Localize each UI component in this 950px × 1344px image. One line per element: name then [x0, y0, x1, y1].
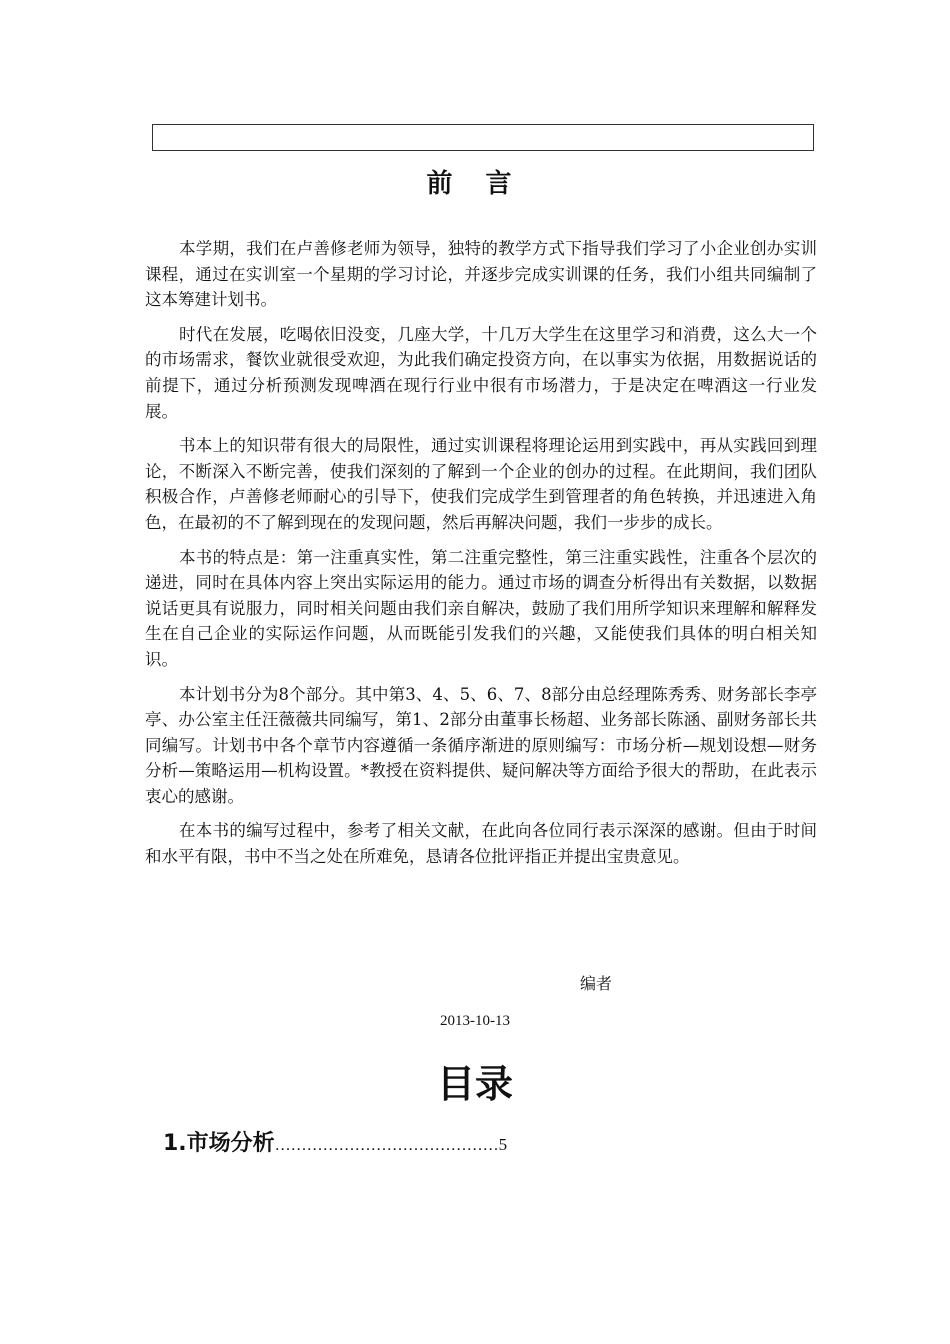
- preface-author: 编者: [580, 974, 613, 993]
- header-box: [152, 124, 814, 151]
- preface-paragraph: 本书的特点是：第一注重真实性，第二注重完整性，第三注重实践性，注重各个层次的递进，同时在具体内容上突出实际运用的能力。通过市场的调查分析得出有关数据，以数据说话更具有说服力，同时相关问题由我们亲自解决，鼓励了我们用所学知识来理解和解释发生在自己企业的实际运作问题，从而既能引发我们的兴趣，又能使我们具体的明白相关知识。: [145, 547, 817, 669]
- toc-title: 目录: [436, 1061, 513, 1106]
- preface-paragraph: 时代在发展，吃喝依旧没变，几座大学，十几万大学生在这里学习和消费，这么大一个的市场需求，餐饮业就很受欢迎，为此我们确定投资方向，在以事实为依据，用数据说话的前提下，通过分析预测发现啤酒在现行行业中很有市场潜力，于是决定在啤酒这一行业发展。: [145, 324, 817, 421]
- preface-paragraph: 在本书的编写过程中，参考了相关文献，在此向各位同行表示深深的感谢。但由于时间和水平有限，书中不当之处在所难免，恳请各位批评指正并提出宝贵意见。: [145, 821, 817, 867]
- preface-paragraph: 本学期，我们在卢善修老师为领导，独特的教学方式下指导我们学习了小企业创办实训课程，通过在实训室一个星期的学习讨论，并逐步完成实训课的任务，我们小组共同编制了这本筹建计划书。: [145, 239, 817, 310]
- preface-paragraph: 书本上的知识带有很大的局限性，通过实训课程将理论运用到实践中，再从实践回到理论，不断深入不断完善，使我们深刻的了解到一个企业的创办的过程。在此期间，我们团队积极合作，卢善修老师耐心的引导下，使我们完成学生到管理者的角色转换，并迅速进入角色，在最初的不了解到现在的发现问题，然后再解决问题，我们一步步的成长。: [145, 436, 817, 532]
- toc-entry[interactable]: [163, 1128, 507, 1162]
- toc-entry-page: 5: [498, 1135, 508, 1154]
- preface-paragraph: 本计划书分为8个部分。其中第3、4、5、6、7、8部分由总经理陈秀秀、财务部长李亭亭、办公室主任汪薇薇共同编写，第1、2部分由董事长杨超、业务部长陈涵、副财务部长共同编写。计划书中各个章节内容遵循一条循序渐进的原则编写：市场分析—规划设想—财务分析—策略运用—机构设置。*教授在资料提供、疑问解决等方面给予很大的帮助，在此表示衷心的感谢。: [145, 684, 817, 806]
- toc-entry-leader: ……………………………………: [274, 1137, 499, 1154]
- preface-title: 前 言: [426, 169, 524, 199]
- toc-entry-label: 1.市场分析: [163, 1131, 275, 1156]
- preface-body: [145, 236, 817, 879]
- preface-date: 2013-10-13: [440, 1013, 510, 1029]
